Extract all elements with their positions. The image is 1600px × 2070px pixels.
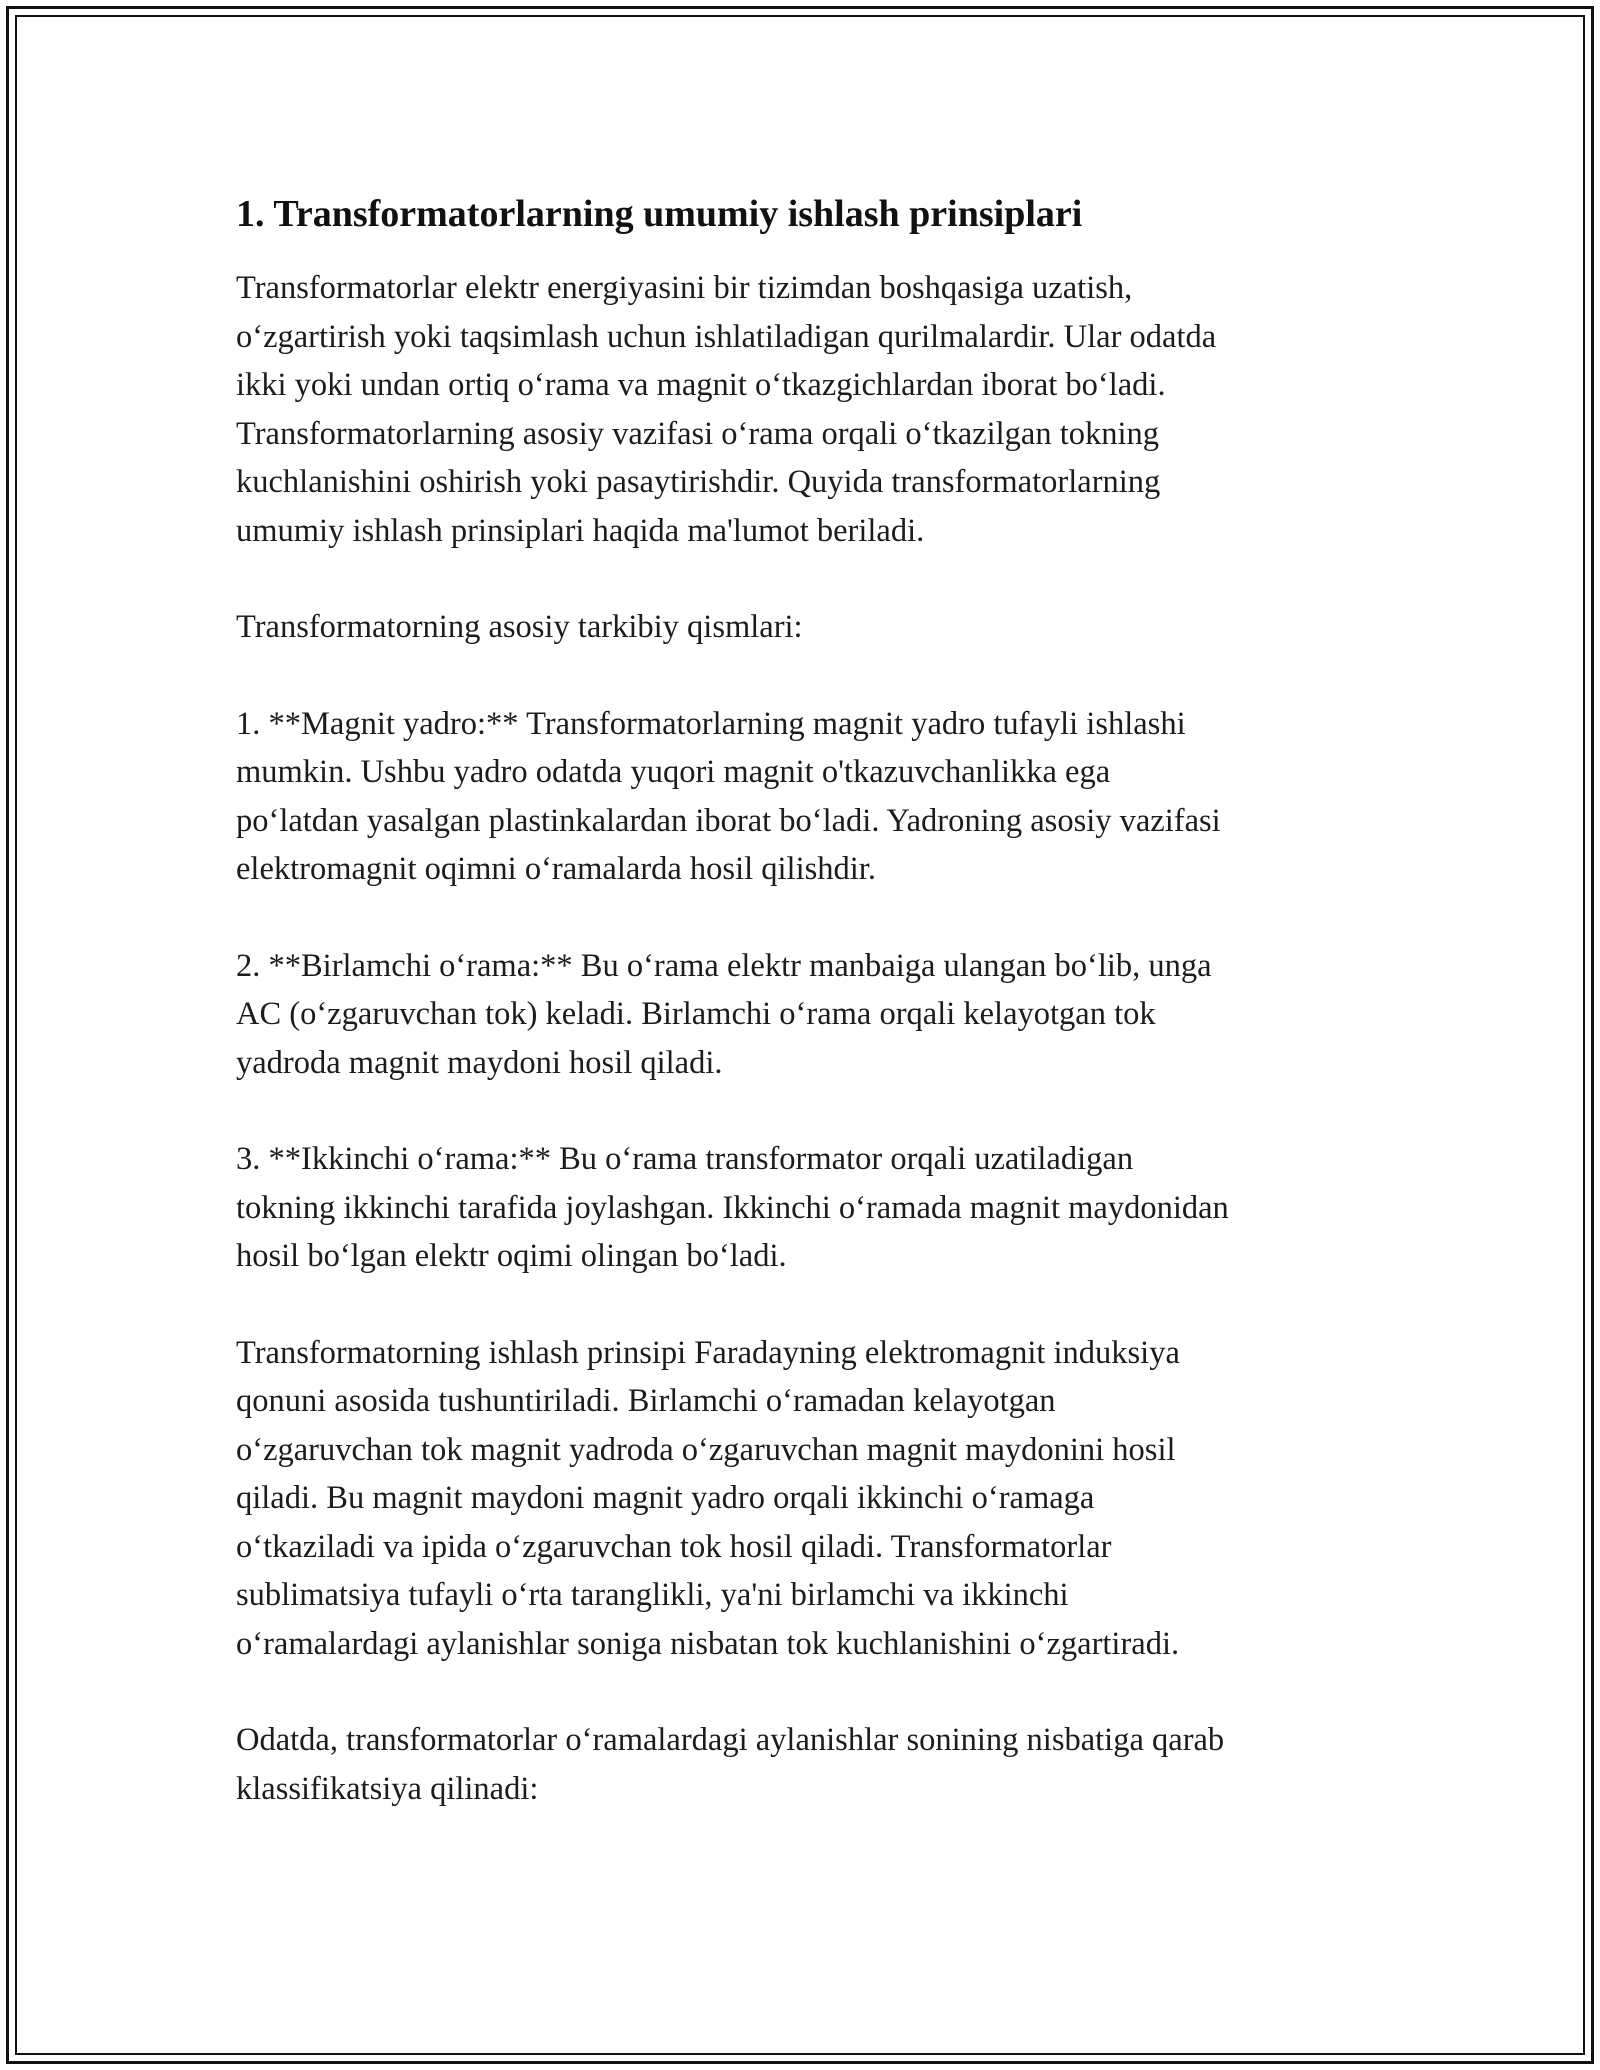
text-line: yadroda magnit maydoni hosil qiladi. xyxy=(236,1044,723,1081)
text-line: elektromagnit oqimni o‘ramalarda hosil qilishdir. xyxy=(236,851,876,887)
text-line: qonuni asosida tushuntiriladi. Birlamchi o‘ramadan kelayotgan xyxy=(236,1383,1056,1419)
paragraph-intro xyxy=(236,264,1366,555)
text-line: qiladi. Bu magnit maydoni magnit yadro orqali ikkinchi o‘ramaga xyxy=(236,1480,1095,1516)
text-line: sublimatsiya tufayli o‘rta taranglikli, ya'ni birlamchi va ikkinchi xyxy=(236,1577,1069,1613)
text-line: Transformatorning asosiy tarkibiy qismlari: xyxy=(236,609,803,645)
paragraph-classification xyxy=(236,1716,1366,1813)
text-line: AC (o‘zgaruvchan tok) keladi. Birlamchi o‘rama orqali kelayotgan tok xyxy=(236,996,1156,1032)
text-line: hosil bo‘lgan elektr oqimi olingan bo‘ladi. xyxy=(236,1238,787,1274)
text-line: o‘ramalardagi aylanishlar soniga nisbatan tok kuchlanishini o‘zgartiradi. xyxy=(236,1625,1180,1662)
text-line: o‘tkaziladi va ipida o‘zgaruvchan tok hosil qiladi. Transformatorlar xyxy=(236,1528,1112,1565)
text-line: 2. **Birlamchi o‘rama:** Bu o‘rama elektr manbaiga ulangan bo‘lib, unga xyxy=(236,947,1212,984)
paragraph-secondary-winding xyxy=(236,1135,1366,1281)
paragraph-magnetic-core xyxy=(236,700,1366,894)
paragraph-components-intro xyxy=(236,603,1366,652)
text-line: 3. **Ikkinchi o‘rama:** Bu o‘rama transformator orqali uzatiladigan xyxy=(236,1141,1134,1177)
paragraph-primary-winding xyxy=(236,942,1366,1088)
paragraph-working-principle xyxy=(236,1329,1366,1669)
text-line: Odatda, transformatorlar o‘ramalardagi aylanishlar sonining nisbatiga qarab xyxy=(236,1722,1225,1758)
text-line: kuchlanishini oshirish yoki pasaytirishdir. Quyida transformatorlarning xyxy=(236,464,1161,500)
text-line: o‘zgaruvchan tok magnit yadroda o‘zgaruvchan magnit maydonini hosil xyxy=(236,1431,1176,1468)
text-line: umumiy ishlash prinsiplari haqida ma'lumot beriladi. xyxy=(236,512,925,549)
text-line: 1. **Magnit yadro:** Transformatorlarning magnit yadro tufayli ishlashi xyxy=(236,705,1186,742)
text-line: klassifikatsiya qilinadi: xyxy=(236,1770,539,1807)
text-line: mumkin. Ushbu yadro odatda yuqori magnit o'tkazuvchanlikka ega xyxy=(236,754,1111,790)
text-line: tokning ikkinchi tarafida joylashgan. Ikkinchi o‘ramada magnit maydonidan xyxy=(236,1189,1229,1226)
text-line: po‘latdan yasalgan plastinkalardan iborat bo‘ladi. Yadroning asosiy vazifasi xyxy=(236,802,1221,839)
text-line: ikki yoki undan ortiq o‘rama va magnit o‘tkazgichlardan iborat bo‘ladi. xyxy=(236,367,1166,403)
document-body xyxy=(236,186,1366,1861)
text-line: Transformatorlarning asosiy vazifasi o‘rama orqali o‘tkazilgan tokning xyxy=(236,415,1159,452)
section-heading: 1. Transformatorlarning umumiy ishlash prinsiplari xyxy=(236,193,1083,235)
text-line: Transformatorning ishlash prinsipi Faradayning elektromagnit induksiya xyxy=(236,1334,1180,1371)
text-line: Transformatorlar elektr energiyasini bir tizimdan boshqasiga uzatish, xyxy=(236,270,1133,306)
text-line: o‘zgartirish yoki taqsimlash uchun ishlatiladigan qurilmalardir. Ular odatda xyxy=(236,318,1217,355)
